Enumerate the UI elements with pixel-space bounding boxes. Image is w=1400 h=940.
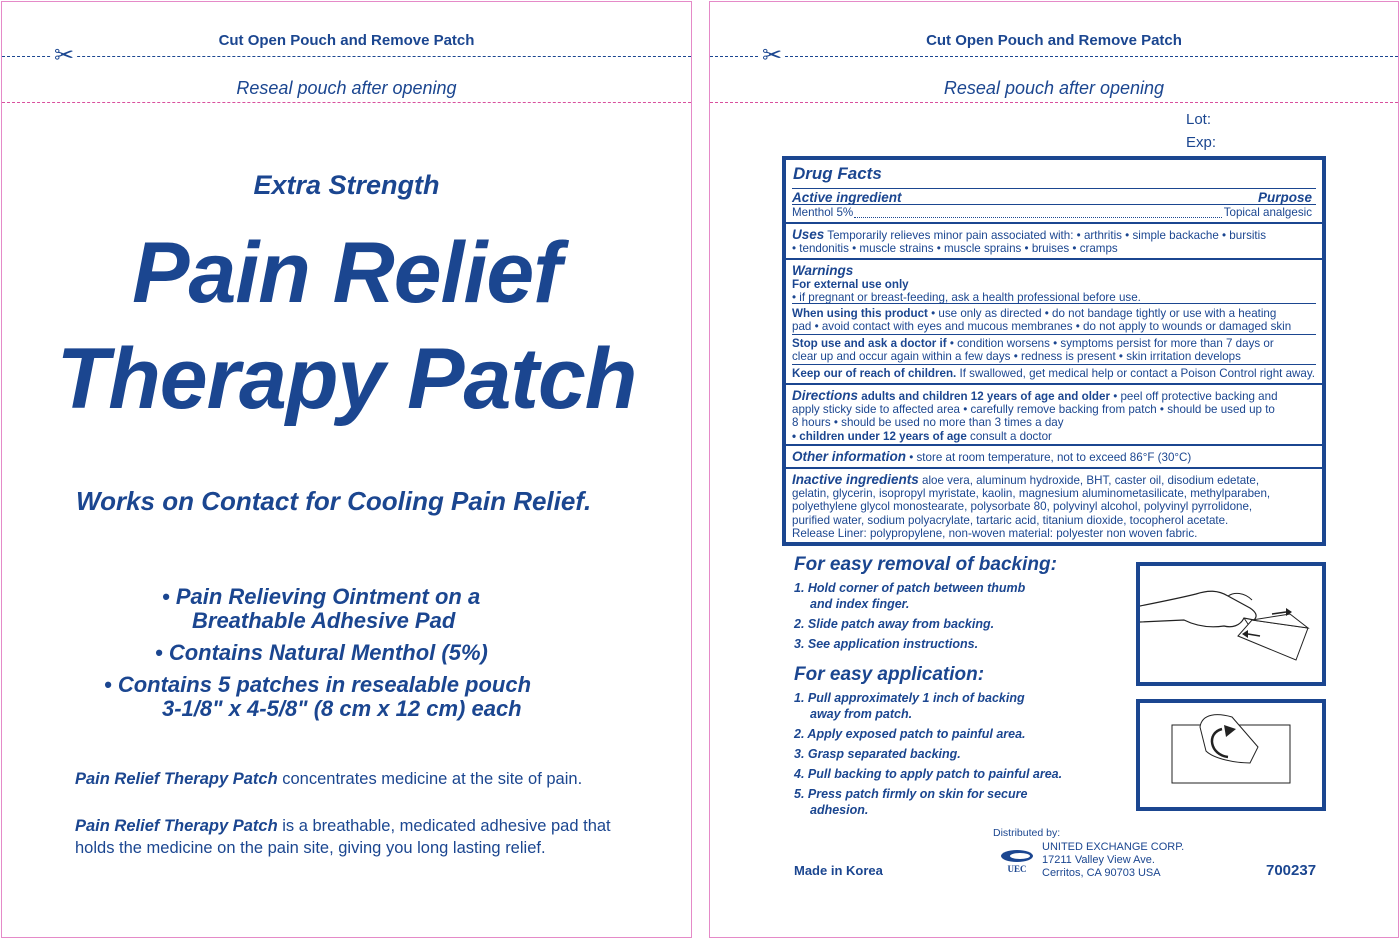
reseal-line [710, 102, 1398, 103]
divider [792, 303, 1316, 304]
warning-text: If swallowed, get medical help or contact a Poison Control right away. [956, 367, 1316, 380]
drug-facts-box [782, 156, 1326, 546]
description-paragraph [75, 815, 635, 859]
inactive-text: polyethylene glycol monostearate, polysorbate 80, polyvinyl alcohol, polyvinyl pyrrolidone, [792, 500, 1253, 514]
active-ingredient: Menthol 5% [792, 206, 854, 219]
product-code: 700237 [1266, 862, 1317, 879]
application-title: For easy application: [794, 664, 985, 685]
product-name-inline: Pain Relief Therapy Patch [75, 770, 278, 788]
divider [792, 204, 1316, 205]
purpose-value: Topical analgesic [1223, 206, 1312, 219]
directions-section [792, 389, 1316, 443]
reseal-line [2, 102, 691, 103]
hand-peel-illustration [1136, 562, 1326, 686]
bullet-item: Breathable Adhesive Pad [192, 608, 456, 633]
bullet-item: • Contains Natural Menthol (5%) [155, 640, 488, 665]
application-step: 5. Press patch firmly on skin for secure [794, 787, 1028, 801]
divider [786, 222, 1322, 224]
directions-bold: adults and children 12 years of age and older [861, 390, 1110, 403]
description-paragraph [75, 768, 635, 790]
cut-instruction: Cut Open Pouch and Remove Patch [218, 32, 475, 49]
removal-step: and index finger. [810, 597, 910, 611]
uec-logo-icon [995, 848, 1039, 874]
reseal-instruction: Reseal pouch after opening [943, 78, 1165, 98]
front-panel [1, 1, 692, 938]
section-heading: Uses [792, 227, 825, 242]
application-step: 4. Pull backing to apply patch to painful area. [794, 767, 1063, 781]
distributor-address [1042, 841, 1184, 880]
product-name-inline: Pain Relief Therapy Patch [75, 817, 278, 835]
patch-apply-illustration [1136, 699, 1326, 811]
divider [786, 467, 1322, 469]
divider [786, 383, 1322, 385]
uses-section [792, 228, 1316, 255]
sub-heading: Keep our of reach of children. [792, 367, 957, 380]
tagline: Works on Contact for Cooling Pain Relief. [76, 486, 592, 516]
dot-leader [854, 217, 1222, 218]
warning-text: • use only as directed • do not bandage tightly or use with a heating [927, 307, 1277, 320]
warning-text: clear up and occur again within a few days • redness is present • skin irritation develops [792, 350, 1241, 364]
divider [792, 334, 1316, 335]
description-text: is a breathable, medicated adhesive pad that holds the medicine on the pain site, giving you long lasting relief. [75, 817, 611, 857]
external-use-label: For external use only [792, 278, 909, 292]
patch-apply-icon [1140, 703, 1322, 807]
directions-text: apply sticky side to affected area • carefully remove backing from patch • should be used up to [792, 403, 1275, 417]
removal-step: 2. Slide patch away from backing. [794, 617, 995, 631]
company-name: UNITED EXCHANGE CORP. [1042, 841, 1185, 853]
origin-label: Made in Korea [794, 863, 883, 878]
cut-line [710, 56, 1398, 57]
directions-text: consult a doctor [966, 429, 1052, 443]
scissors-icon: ✂ [54, 42, 75, 69]
uses-text: • tendonitis • muscle strains • muscle sprains • bruises • cramps [792, 242, 1118, 256]
other-info-text: • store at room temperature, not to exceed 86°F (30°C) [906, 451, 1192, 464]
cut-instruction: Cut Open Pouch and Remove Patch [926, 32, 1182, 49]
inactive-ingredients-section [792, 473, 1316, 540]
warning-text: pad • avoid contact with eyes and mucous membranes • do not apply to wounds or damaged skin [792, 320, 1292, 334]
product-title-line1: Pain Relief [132, 225, 561, 321]
application-step: away from patch. [810, 707, 913, 721]
removal-step: 1. Hold corner of patch between thumb [794, 581, 1026, 595]
inactive-text: aloe vera, aluminum hydroxide, BHT, caster oil, disodium edetate, [918, 474, 1260, 487]
sub-heading: Stop use and ask a doctor if [792, 337, 947, 350]
divider [786, 258, 1322, 260]
uec-logo [995, 848, 1039, 874]
bullet-item: • Pain Relieving Ointment on a [162, 584, 481, 609]
divider [786, 444, 1322, 446]
warnings-section [792, 264, 1316, 305]
scissors-icon: ✂ [762, 42, 783, 69]
directions-bold: • children under 12 years of age [792, 429, 967, 443]
bullet-item: • Contains 5 patches in resealable pouch [104, 672, 532, 697]
section-heading: Warnings [792, 263, 854, 278]
removal-step: 3. See application instructions. [794, 637, 979, 651]
address-line: Cerritos, CA 90703 USA [1042, 867, 1161, 879]
distributed-by-label: Distributed by: [993, 827, 1061, 839]
directions-text: • peel off protective backing and [1109, 390, 1278, 403]
section-heading: Inactive ingredients [792, 472, 919, 487]
divider [792, 364, 1316, 365]
section-heading: Directions [792, 388, 859, 403]
drug-facts-title: Drug Facts [793, 164, 882, 183]
application-step: adhesion. [810, 803, 869, 817]
keep-out-section [792, 367, 1316, 380]
inactive-text: Release Liner: polypropylene, non-woven material: polyester non woven fabric. [792, 526, 1198, 540]
hand-peel-icon [1140, 566, 1322, 682]
when-using-section [792, 307, 1316, 333]
sub-heading: When using this product [792, 307, 928, 320]
warning-text: • condition worsens • symptoms persist for more than 7 days or [946, 337, 1274, 350]
address-line: 17211 Valley View Ave. [1042, 854, 1155, 866]
section-heading: Other information [792, 449, 906, 464]
uses-text: Temporarily relieves minor pain associated with: • arthritis • simple backache • bursitis [827, 229, 1267, 242]
inactive-text: purified water, sodium polyacrylate, tartaric acid, titanium dioxide, tocopherol acetate. [792, 513, 1229, 527]
section-heading: Purpose [1257, 190, 1312, 205]
directions-text: 8 hours • should be used no more than 3 times a day [792, 416, 1064, 430]
strength-label: Extra Strength [253, 170, 440, 200]
product-title-line2: Therapy Patch [56, 331, 637, 427]
warning-text: • if pregnant or breast-feeding, ask a health professional before use. [792, 291, 1141, 305]
divider [792, 188, 1316, 189]
inactive-text: gelatin, glycerin, isopropyl myristate, kaolin, magnesium aluminometasilicate, methylparaben, [792, 487, 1271, 501]
cut-line [2, 56, 691, 57]
stop-use-section [792, 337, 1316, 363]
other-info-section [792, 450, 1316, 464]
exp-label: Exp: [1186, 134, 1217, 151]
description-text: concentrates medicine at the site of pain. [277, 770, 583, 788]
application-step: 3. Grasp separated backing. [794, 747, 961, 761]
application-step: 2. Apply exposed patch to painful area. [794, 727, 1026, 741]
reseal-instruction: Reseal pouch after opening [236, 78, 457, 98]
back-panel [709, 1, 1399, 938]
bullet-item: 3-1/8" x 4-5/8" (8 cm x 12 cm) each [162, 696, 522, 721]
application-step: 1. Pull approximately 1 inch of backing [794, 691, 1025, 705]
logo-text: UEC [1007, 864, 1027, 874]
section-heading: Active ingredient [792, 190, 902, 205]
removal-title: For easy removal of backing: [794, 554, 1057, 575]
lot-label: Lot: [1186, 111, 1212, 128]
